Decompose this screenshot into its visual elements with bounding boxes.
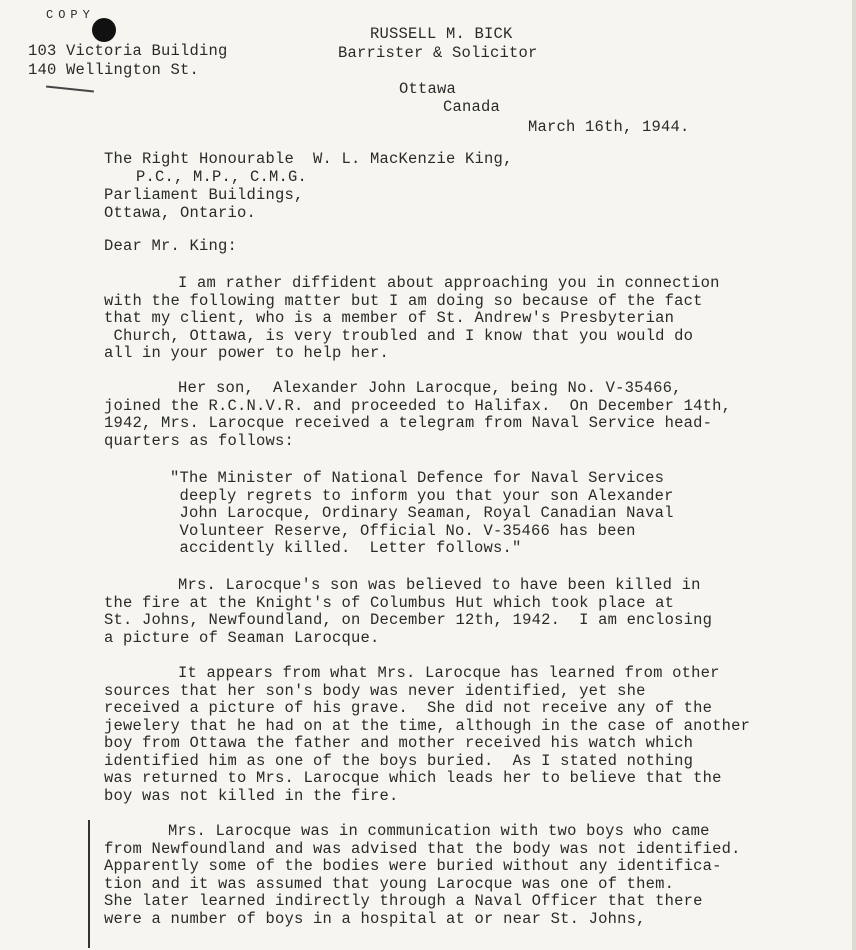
paragraph-line: identified him as one of the boys buried. As I stated nothing [104,751,694,770]
sender-address-line-2: 140 Wellington St. [28,61,200,79]
pen-mark [46,85,94,92]
sender-address-line-1: 103 Victoria Building [28,42,228,60]
paragraph-line: with the following matter but I am doing so because of the fact [104,291,703,310]
letterhead-city: Ottawa [399,80,457,98]
quote-line: "The Minister of National Defence for Naval Services [170,469,665,487]
letter-date: March 16th, 1944. [528,118,690,136]
paragraph-line: 1942, Mrs. Larocque received a telegram from Naval Service head- [104,414,713,432]
paragraph-line: boy from Ottawa the father and mother received his watch which [104,734,694,752]
paragraph-4 [104,665,844,805]
paragraph-line: from Newfoundland and was advised that the body was not identified. [104,839,741,858]
paragraph-5 [104,823,844,928]
paragraph-line: I am rather diffident about approaching you in connection [178,274,720,292]
paragraph-2 [104,380,844,450]
paragraph-line: the fire at the Knight's of Columbus Hut which took place at [104,593,675,612]
recipient-line-3: Parliament Buildings, [104,186,304,204]
letterhead-title: Barrister & Solicitor [338,44,538,62]
paragraph-line: received a picture of his grave. She did not receive any of the [104,699,713,717]
paragraph-line: It appears from what Mrs. Larocque has learned from other [178,664,720,682]
paragraph-line: a picture of Seaman Larocque. [104,628,380,647]
recipient-line-1: The Right Honourable W. L. MacKenzie King, [104,150,513,168]
paragraph-line: all in your power to help her. [104,344,390,362]
page-edge [852,0,856,950]
paragraph-1 [104,275,844,363]
recipient-line-2: P.C., M.P., C.M.G. [136,168,308,186]
paragraph-line: Apparently some of the bodies were buried without any identifica- [104,857,722,875]
paragraph-line: Her son, Alexander John Larocque, being No. V-35466, [178,379,682,397]
paragraph-line: were a number of boys in a hospital at or near St. Johns, [104,909,646,928]
paragraph-line: Mrs. Larocque was in communication with two boys who came [168,822,710,840]
paragraph-line: Church, Ottawa, is very troubled and I know that you would do [104,326,694,345]
paragraph-line: sources that her son's body was never identified, yet she [104,681,646,700]
recipient-line-4: Ottawa, Ontario. [104,204,257,222]
paragraph-line: tion and it was assumed that young Larocque was one of them. [104,874,675,893]
paragraph-line: joined the R.C.N.V.R. and proceeded to Halifax. On December 14th, [104,396,732,415]
paragraph-line: was returned to Mrs. Larocque which leads her to believe that the [104,769,722,787]
paragraph-line: jewelery that he had on at the time, although in the case of another [104,716,751,735]
paragraph-line: Mrs. Larocque's son was believed to have been killed in [178,576,701,594]
punch-hole [92,18,116,42]
quote-line: Volunteer Reserve, Official No. V-35466 has been [170,521,636,540]
quote-line: deeply regrets to inform you that your son Alexander [170,486,674,505]
paragraph-line: She later learned indirectly through a Naval Officer that there [104,892,703,910]
paragraph-line: boy was not killed in the fire. [104,786,399,805]
copy-stamp: COPY [46,8,95,22]
salutation: Dear Mr. King: [104,237,238,255]
paragraph-3 [104,577,844,647]
paragraph-line: quarters as follows: [104,431,295,450]
letterhead-country: Canada [443,98,501,116]
quote-line: accidently killed. Letter follows." [170,539,522,557]
telegram-quote [170,470,810,558]
quote-line: John Larocque, Ordinary Seaman, Royal Canadian Naval [170,504,674,522]
paragraph-line: that my client, who is a member of St. Andrew's Presbyterian [104,309,675,327]
paragraph-line: St. Johns, Newfoundland, on December 12th, 1942. I am enclosing [104,611,713,629]
letterhead-name: RUSSELL M. BICK [370,25,513,43]
margin-line [88,820,90,948]
